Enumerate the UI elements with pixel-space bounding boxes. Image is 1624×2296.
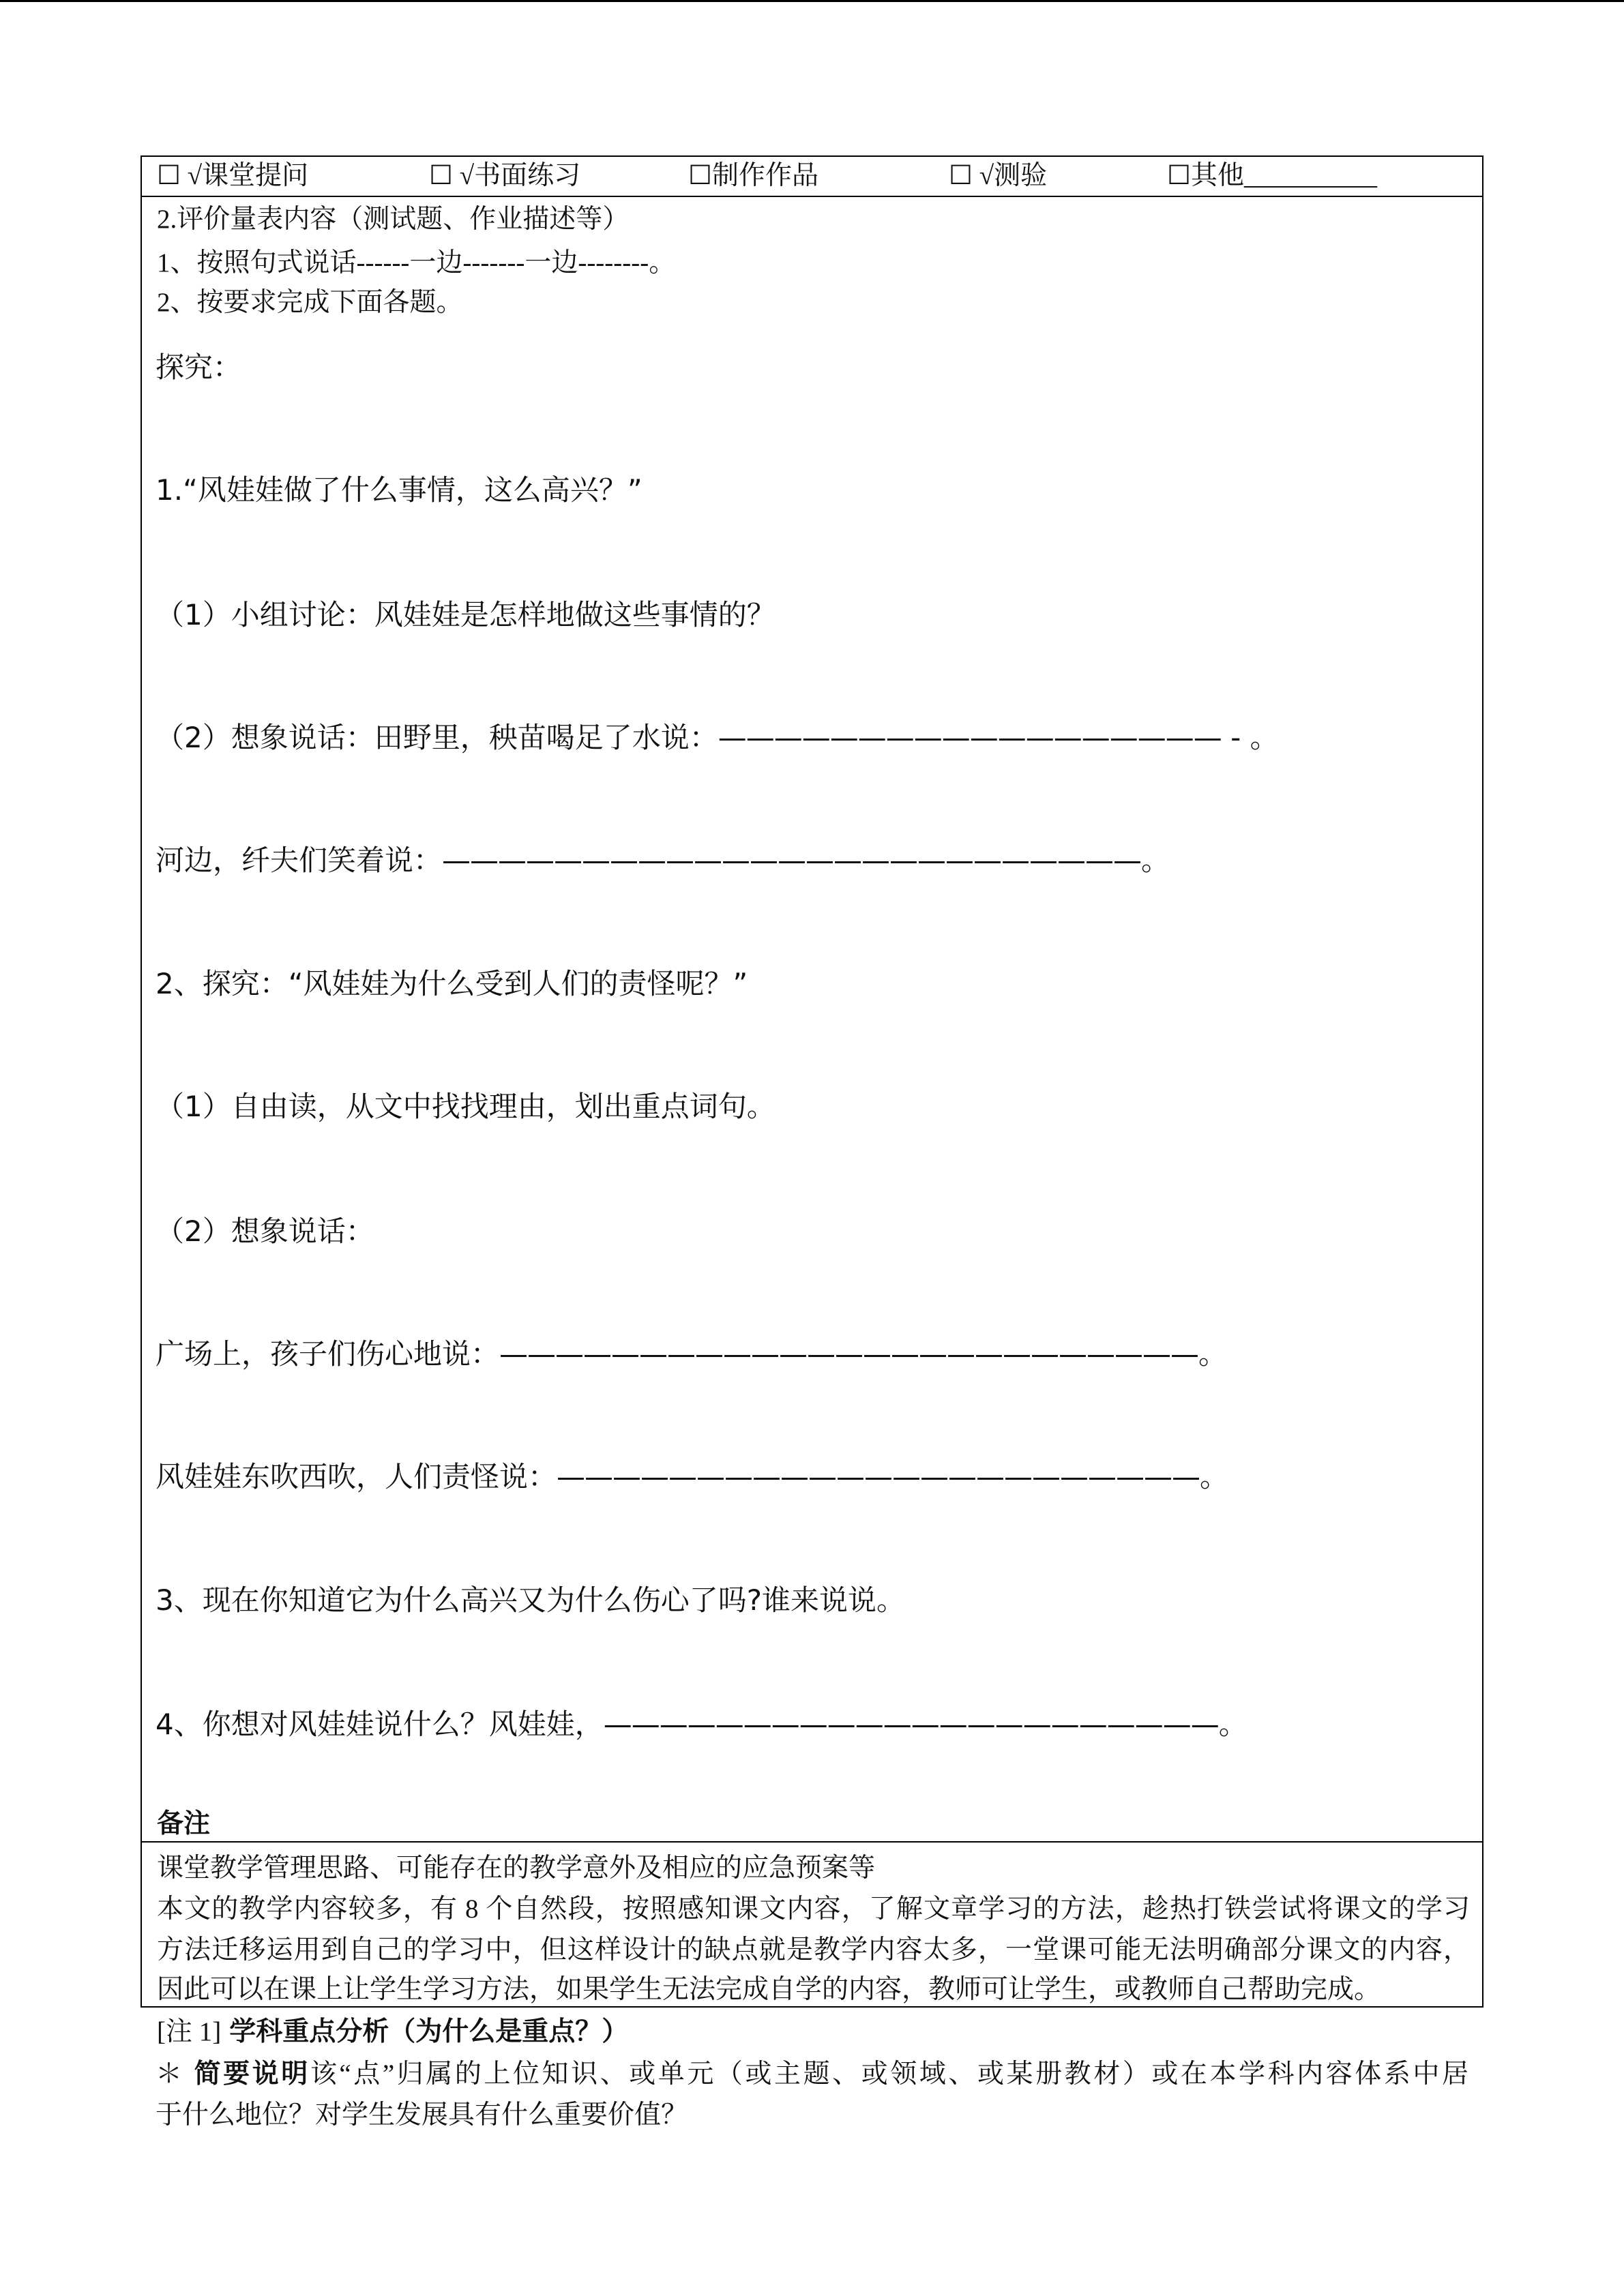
- prompt-text: 风娃娃东吹西吹，人们责怪说：: [156, 1460, 557, 1493]
- inquiry-question-2: 2、探究：“风娃娃为什么受到人们的责怪呢？”: [156, 967, 748, 1000]
- footnote-tag: [注 1]: [157, 2017, 222, 2046]
- line-end: 。: [1218, 1708, 1247, 1741]
- inquiry-item-1-1: （1）小组讨论：风娃娃是怎样地做这些事情的？: [156, 598, 776, 631]
- inquiry-question-4: [156, 1704, 1247, 1745]
- inquiry-item-1-3: [156, 840, 1170, 881]
- notes-line-3: 因此可以在课上让学生学习方法，如果学生无法完成自学的内容，教师可让学生，或教师自己帮助完成。: [157, 1975, 1381, 2004]
- prompt-text: 河边，纤夫们笑着说：: [156, 844, 443, 877]
- line-end: 。: [1200, 1460, 1229, 1493]
- line-end: 。: [1141, 844, 1170, 877]
- answer-blank: —————————————————————————: [499, 1337, 1199, 1371]
- rubric-line-1: 1、按照句式说话------一边-------一边--------。: [157, 248, 676, 278]
- inquiry-question-3: 3、现在你知道它为什么高兴又为什么伤心了吗?谁来说说。: [156, 1583, 906, 1617]
- page-top-edge: [0, 0, 1624, 2]
- line-end: 。: [1198, 1337, 1228, 1371]
- answer-blank: ———————————————————————: [557, 1460, 1200, 1493]
- prompt-text: 广场上，孩子们伤心地说：: [156, 1337, 500, 1371]
- footnote-brief-label: 简要说明: [194, 2059, 310, 2089]
- notes-line-2: 方法迁移运用到自己的学习中，但这样设计的缺点就是教学内容太多，一堂课可能无法明确部分课文的内容，: [157, 1935, 1470, 1965]
- inquiry-title: 探究：: [156, 351, 242, 384]
- method-classroom-questioning: ☐ √课堂提问: [157, 161, 309, 190]
- rubric-heading: 2.评价量表内容（测试题、作业描述等）: [157, 205, 630, 234]
- footnote-marker: ＊: [156, 2059, 185, 2089]
- notes-label: 备注: [157, 1809, 211, 1838]
- answer-blank: ——————————————————: [718, 721, 1222, 754]
- footnote-title-line: [157, 2012, 628, 2053]
- footnote-brief-line-1: [156, 2054, 1468, 2095]
- notes-heading: 课堂教学管理思路、可能存在的教学意外及相应的应急预案等: [157, 1853, 876, 1883]
- method-other-blank: __________: [1243, 161, 1377, 190]
- notes-line-1: 本文的教学内容较多，有 8 个自然段，按照感知课文内容，了解文章学习的方法，趁热打铁尝试将课文的学习: [157, 1894, 1470, 1924]
- footnote-brief-text: 该“点”归属的上位知识、或单元（或主题、或领域、或某册教材）或在本学科内容体系中居: [310, 2059, 1468, 2089]
- method-quiz: ☐ √测验: [949, 161, 1048, 190]
- method-other: [1167, 155, 1377, 196]
- method-making-work: ☐制作作品: [688, 161, 818, 190]
- answer-blank: —————————————————————————: [442, 844, 1142, 877]
- inquiry-item-1-2: [156, 717, 1279, 758]
- inquiry-item-2-4: [156, 1457, 1228, 1497]
- inquiry-item-2-3: [156, 1334, 1227, 1375]
- method-other-label: ☐其他: [1167, 161, 1244, 190]
- rubric-line-2: 2、按要求完成下面各题。: [157, 288, 463, 317]
- footnote-brief-line-2: 于什么地位？对学生发展具有什么重要价值？: [156, 2100, 688, 2130]
- footnote-title: 学科重点分析（为什么是重点？）: [229, 2017, 629, 2046]
- method-written-exercise: ☐ √书面练习: [429, 161, 581, 190]
- prompt-text: 4、你想对风娃娃说什么？风娃娃，: [156, 1708, 604, 1741]
- prompt-text: （2）想象说话：田野里，秧苗喝足了水说：: [156, 721, 718, 754]
- inquiry-item-2-1: （1）自由读，从文中找找理由，划出重点词句。: [156, 1090, 776, 1123]
- answer-blank: ——————————————————————: [603, 1708, 1219, 1741]
- inquiry-item-2-2: （2）想象说话：: [156, 1214, 374, 1248]
- inquiry-question-1: 1.“风娃娃做了什么事情，这么高兴？”: [156, 473, 643, 507]
- line-end: - 。: [1221, 721, 1279, 754]
- table-divider-notes: [141, 1841, 1483, 1843]
